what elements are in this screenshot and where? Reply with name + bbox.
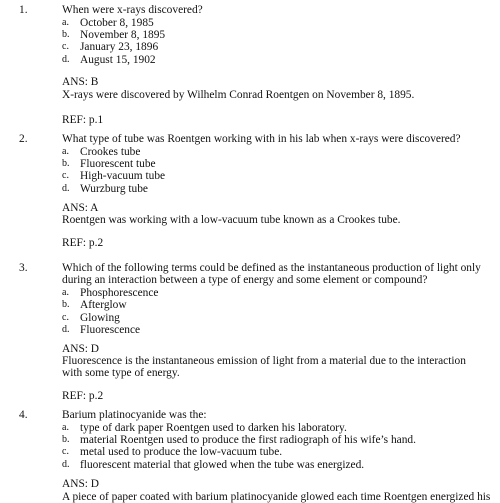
question-number: 1. <box>19 4 28 16</box>
option-c <box>60 41 490 53</box>
option-text: material Roentgen used to produce the first radiograph of his wife’s hand. <box>80 433 416 446</box>
option-text: Fluorescence <box>80 324 141 337</box>
answer-key: ANS: B <box>62 76 99 88</box>
option-text: Phosphorescence <box>80 287 159 299</box>
question-number: 2. <box>19 133 28 145</box>
option-b <box>60 158 490 170</box>
option-c <box>60 312 490 324</box>
question-number: 3. <box>19 262 28 274</box>
question-text: Which of the following terms could be defined as the instantaneous production of light only during an interaction between a type of energy and some element or compound? <box>62 262 481 287</box>
option-letter: d. <box>62 182 70 194</box>
option-text: January 23, 1896 <box>80 41 159 54</box>
option-letter: b. <box>62 28 70 40</box>
option-d <box>60 54 490 66</box>
option-text: Fluorescent tube <box>80 157 156 170</box>
option-letter: d. <box>62 324 70 336</box>
answer-options <box>60 146 490 196</box>
answer-explanation: Roentgen was working with a low-vacuum tube known as a Crookes tube. <box>62 214 401 226</box>
option-text: October 8, 1985 <box>80 16 154 29</box>
option-text: metal used to produce the low-vacuum tube. <box>80 446 283 459</box>
option-b <box>60 434 490 446</box>
option-a <box>60 146 490 158</box>
option-letter: d. <box>62 458 70 470</box>
answer-explanation: X-rays were discovered by Wilhelm Conrad Roentgen on November 8, 1895. <box>62 89 415 101</box>
option-text: November 8, 1895 <box>80 28 166 41</box>
option-d <box>60 183 490 195</box>
option-d <box>60 324 490 336</box>
option-a <box>60 422 490 434</box>
option-letter: b. <box>62 433 70 445</box>
option-text: Glowing <box>80 311 120 324</box>
option-text: High-vacuum tube <box>80 170 166 183</box>
option-a <box>60 17 490 29</box>
question-number: 4. <box>19 409 28 421</box>
answer-options <box>60 287 490 337</box>
option-letter: c. <box>62 41 69 53</box>
answer-explanation: Fluorescence is the instantaneous emission of light from a material due to the interaction with some type of energy. <box>62 355 466 380</box>
question-text: Barium platinocyanide was the: <box>62 409 207 421</box>
option-text: Crookes tube <box>80 145 141 158</box>
page-reference: REF: p.2 <box>62 237 104 249</box>
option-letter: d. <box>62 53 70 65</box>
option-text: Afterglow <box>80 299 127 312</box>
option-a <box>60 287 490 299</box>
option-letter: a. <box>62 16 69 28</box>
option-b <box>60 299 490 311</box>
option-d <box>60 459 490 471</box>
answer-key: ANS: A <box>62 202 99 214</box>
question-text: When were x-rays discovered? <box>62 4 203 16</box>
page-reference: REF: p.1 <box>62 114 104 126</box>
answer-key: ANS: D <box>62 343 100 355</box>
question-text: What type of tube was Roentgen working with in his lab when x-rays were discovered? <box>62 133 461 145</box>
option-letter: b. <box>62 299 70 311</box>
option-b <box>60 29 490 41</box>
option-text: type of dark paper Roentgen used to darken his laboratory. <box>80 421 347 434</box>
option-letter: a. <box>62 145 69 157</box>
option-c <box>60 170 490 182</box>
option-text: Wurzburg tube <box>80 182 148 195</box>
page-reference: REF: p.2 <box>62 390 104 402</box>
answer-key: ANS: D <box>62 478 100 490</box>
option-c <box>60 446 490 458</box>
answer-options <box>60 17 490 67</box>
option-letter: c. <box>62 446 69 458</box>
option-text: August 15, 1902 <box>80 53 156 66</box>
option-letter: c. <box>62 311 69 323</box>
answer-options <box>60 422 490 472</box>
option-letter: c. <box>62 170 69 182</box>
option-text: fluorescent material that glowed when the tube was energized. <box>80 458 365 471</box>
option-letter: a. <box>62 287 69 298</box>
option-letter: a. <box>62 421 69 433</box>
answer-explanation: A piece of paper coated with barium platinocyanide glowed each time Roentgen energized his <box>62 491 491 503</box>
option-letter: b. <box>62 157 70 169</box>
